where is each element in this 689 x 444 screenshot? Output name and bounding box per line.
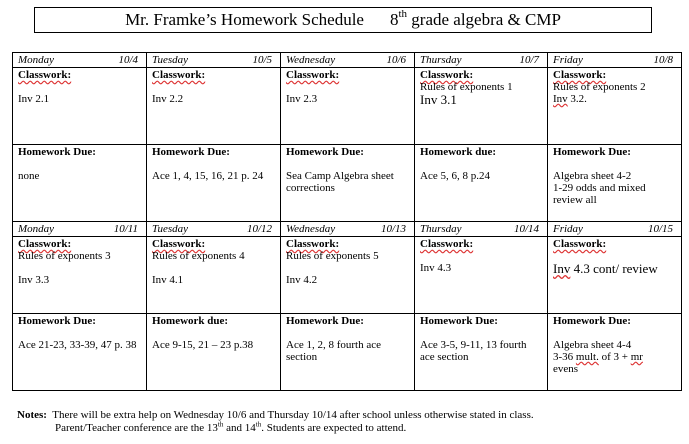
- day-header: Monday 10/4: [13, 53, 147, 68]
- week1-homework-row: [13, 145, 682, 222]
- classwork-cell: Classwork: Rules of exponents 5 Inv 4.2: [281, 237, 415, 314]
- notes-line-1: Notes: There will be extra help on Wednesday 10/6 and Thursday 10/14 after school unless otherwise stated in class.: [17, 409, 534, 421]
- title-teacher: Mr. Framke’s Homework Schedule: [125, 10, 364, 29]
- classwork-cell: Classwork: Rules of exponents 2 Inv 3.2.: [548, 68, 682, 145]
- day-header: Friday 10/15: [548, 222, 682, 237]
- week1-day-row: [13, 53, 682, 68]
- homework-cell: Homework Due: Ace 3-5, 9-11, 13 fourth ace section: [415, 314, 548, 391]
- homework-cell: Homework Due: Ace 1, 2, 8 fourth ace section: [281, 314, 415, 391]
- notes-line-2: Parent/Teacher conference are the 13th and 14th. Students are expected to attend.: [55, 420, 407, 434]
- day-header: Wednesday 10/13: [281, 222, 415, 237]
- day-header: Tuesday 10/5: [147, 53, 281, 68]
- day-header: Thursday 10/7: [415, 53, 548, 68]
- classwork-cell: Classwork: Inv 2.1: [13, 68, 147, 145]
- classwork-cell: Classwork: Rules of exponents 4 Inv 4.1: [147, 237, 281, 314]
- day-header: Wednesday 10/6: [281, 53, 415, 68]
- notes-section: [17, 409, 677, 435]
- week2-day-row: [13, 222, 682, 237]
- title-course: grade algebra & CMP: [407, 10, 561, 29]
- homework-cell: Homework Due: Sea Camp Algebra sheet corrections: [281, 145, 415, 222]
- classwork-cell: Classwork: Inv 4.3: [415, 237, 548, 314]
- homework-cell: Homework Due: Ace 1, 4, 15, 16, 21 p. 24: [147, 145, 281, 222]
- homework-cell: Homework due: Ace 5, 6, 8 p.24: [415, 145, 548, 222]
- homework-cell: Homework Due: Algebra sheet 4-4 3-36 mult. of 3 + mr evens: [548, 314, 682, 391]
- week1-classwork-row: [13, 68, 682, 145]
- classwork-cell: Classwork: Rules of exponents 1 Inv 3.1: [415, 68, 548, 145]
- classwork-cell: Classwork: Rules of exponents 3 Inv 3.3: [13, 237, 147, 314]
- week2-classwork-row: [13, 237, 682, 314]
- day-header: Thursday 10/14: [415, 222, 548, 237]
- day-header: Friday 10/8: [548, 53, 682, 68]
- schedule-table: [12, 52, 682, 391]
- title-grade-num: 8: [389, 10, 399, 29]
- classwork-cell: Classwork: Inv 4.3 cont/ review: [548, 237, 682, 314]
- week2-homework-row: [13, 314, 682, 391]
- schedule-title: [34, 7, 652, 33]
- classwork-cell: Classwork: Inv 2.2: [147, 68, 281, 145]
- day-header: Monday 10/11: [13, 222, 147, 237]
- homework-cell: Homework due: Ace 9-15, 21 – 23 p.38: [147, 314, 281, 391]
- day-header: Tuesday 10/12: [147, 222, 281, 237]
- homework-cell: Homework Due: none: [13, 145, 147, 222]
- homework-cell: Homework Due: Algebra sheet 4-2 1-29 odds and mixed review all: [548, 145, 682, 222]
- title-grade-sup: th: [398, 8, 408, 21]
- classwork-cell: Classwork: Inv 2.3: [281, 68, 415, 145]
- homework-cell: Homework Due: Ace 21-23, 33-39, 47 p. 38: [13, 314, 147, 391]
